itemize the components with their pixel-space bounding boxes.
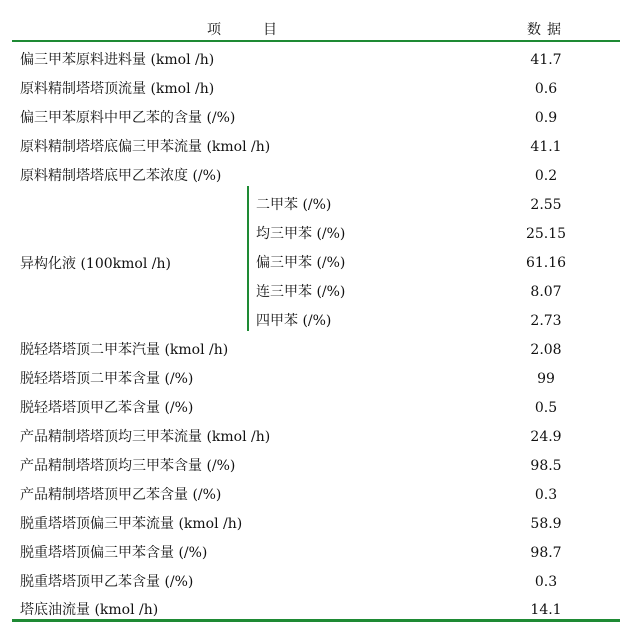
group-item-value: 2.73	[530, 313, 562, 329]
table-top-rule	[12, 40, 620, 42]
table-row	[0, 574, 626, 603]
row-value: 0.3	[534, 574, 558, 590]
group-item-label: 二甲苯 (/%)	[256, 197, 332, 213]
row-value: 0.6	[534, 81, 558, 97]
group-item-label: 均三甲苯 (/%)	[256, 226, 346, 242]
group-row	[0, 284, 626, 313]
row-value: 0.3	[534, 487, 558, 503]
group-item-value: 61.16	[525, 255, 567, 271]
row-label: 产品精制塔塔顶均三甲苯流量 (kmol /h)	[20, 429, 271, 445]
row-value: 0.2	[534, 168, 558, 184]
group-item-value: 8.07	[530, 284, 562, 300]
row-label: 产品精制塔塔顶甲乙苯含量 (/%)	[20, 487, 222, 503]
table-bottom-rule	[12, 619, 620, 622]
table-row	[0, 139, 626, 168]
header-item	[207, 22, 277, 38]
row-label: 偏三甲苯原料中甲乙苯的含量 (/%)	[20, 110, 236, 126]
header-data: 数据	[527, 22, 567, 38]
row-value: 2.08	[530, 342, 562, 358]
table-row	[0, 342, 626, 371]
group-item-value: 2.55	[530, 197, 562, 213]
row-value: 41.1	[530, 139, 562, 155]
row-value: 98.5	[530, 458, 562, 474]
table-row	[0, 81, 626, 110]
group-row	[0, 313, 626, 342]
table-row	[0, 110, 626, 139]
table-row	[0, 516, 626, 545]
row-value: 24.9	[530, 429, 562, 445]
group-row	[0, 226, 626, 255]
row-value: 58.9	[530, 516, 562, 532]
row-label: 原料精制塔塔底甲乙苯浓度 (/%)	[20, 168, 222, 184]
table-row	[0, 487, 626, 516]
group-item-value: 25.15	[525, 226, 567, 242]
row-value: 0.9	[534, 110, 558, 126]
row-label: 原料精制塔塔顶流量 (kmol /h)	[20, 81, 215, 97]
group-row	[0, 197, 626, 226]
table-row	[0, 371, 626, 400]
group-row	[0, 255, 626, 284]
table-row	[0, 545, 626, 574]
header-item-char2: 目	[263, 22, 277, 38]
table-row	[0, 602, 626, 631]
row-value: 98.7	[530, 545, 562, 561]
group-item-label: 四甲苯 (/%)	[256, 313, 332, 329]
row-label: 原料精制塔塔底偏三甲苯流量 (kmol /h)	[20, 139, 271, 155]
row-value: 0.5	[534, 400, 558, 416]
table-row	[0, 429, 626, 458]
row-label: 脱轻塔塔顶二甲苯汽量 (kmol /h)	[20, 342, 229, 358]
row-label: 塔底油流量 (kmol /h)	[20, 602, 159, 618]
table-row	[0, 168, 626, 197]
table-row	[0, 400, 626, 429]
row-label: 偏三甲苯原料进料量 (kmol /h)	[20, 52, 215, 68]
row-label: 脱轻塔塔顶甲乙苯含量 (/%)	[20, 400, 194, 416]
row-label: 产品精制塔塔顶均三甲苯含量 (/%)	[20, 458, 236, 474]
group-item-label: 偏三甲苯 (/%)	[256, 255, 346, 271]
table-row	[0, 458, 626, 487]
header-item-char1: 项	[207, 22, 221, 38]
row-value: 41.7	[530, 52, 562, 68]
row-value: 99	[537, 371, 555, 387]
table-row	[0, 52, 626, 81]
row-label: 脱轻塔塔顶二甲苯含量 (/%)	[20, 371, 194, 387]
row-label: 脱重塔塔顶甲乙苯含量 (/%)	[20, 574, 194, 590]
group-item-label: 连三甲苯 (/%)	[256, 284, 346, 300]
group-label: 异构化液 (100kmol /h)	[20, 256, 171, 272]
row-label: 脱重塔塔顶偏三甲苯含量 (/%)	[20, 545, 208, 561]
row-label: 脱重塔塔顶偏三甲苯流量 (kmol /h)	[20, 516, 243, 532]
row-value: 14.1	[530, 602, 562, 618]
